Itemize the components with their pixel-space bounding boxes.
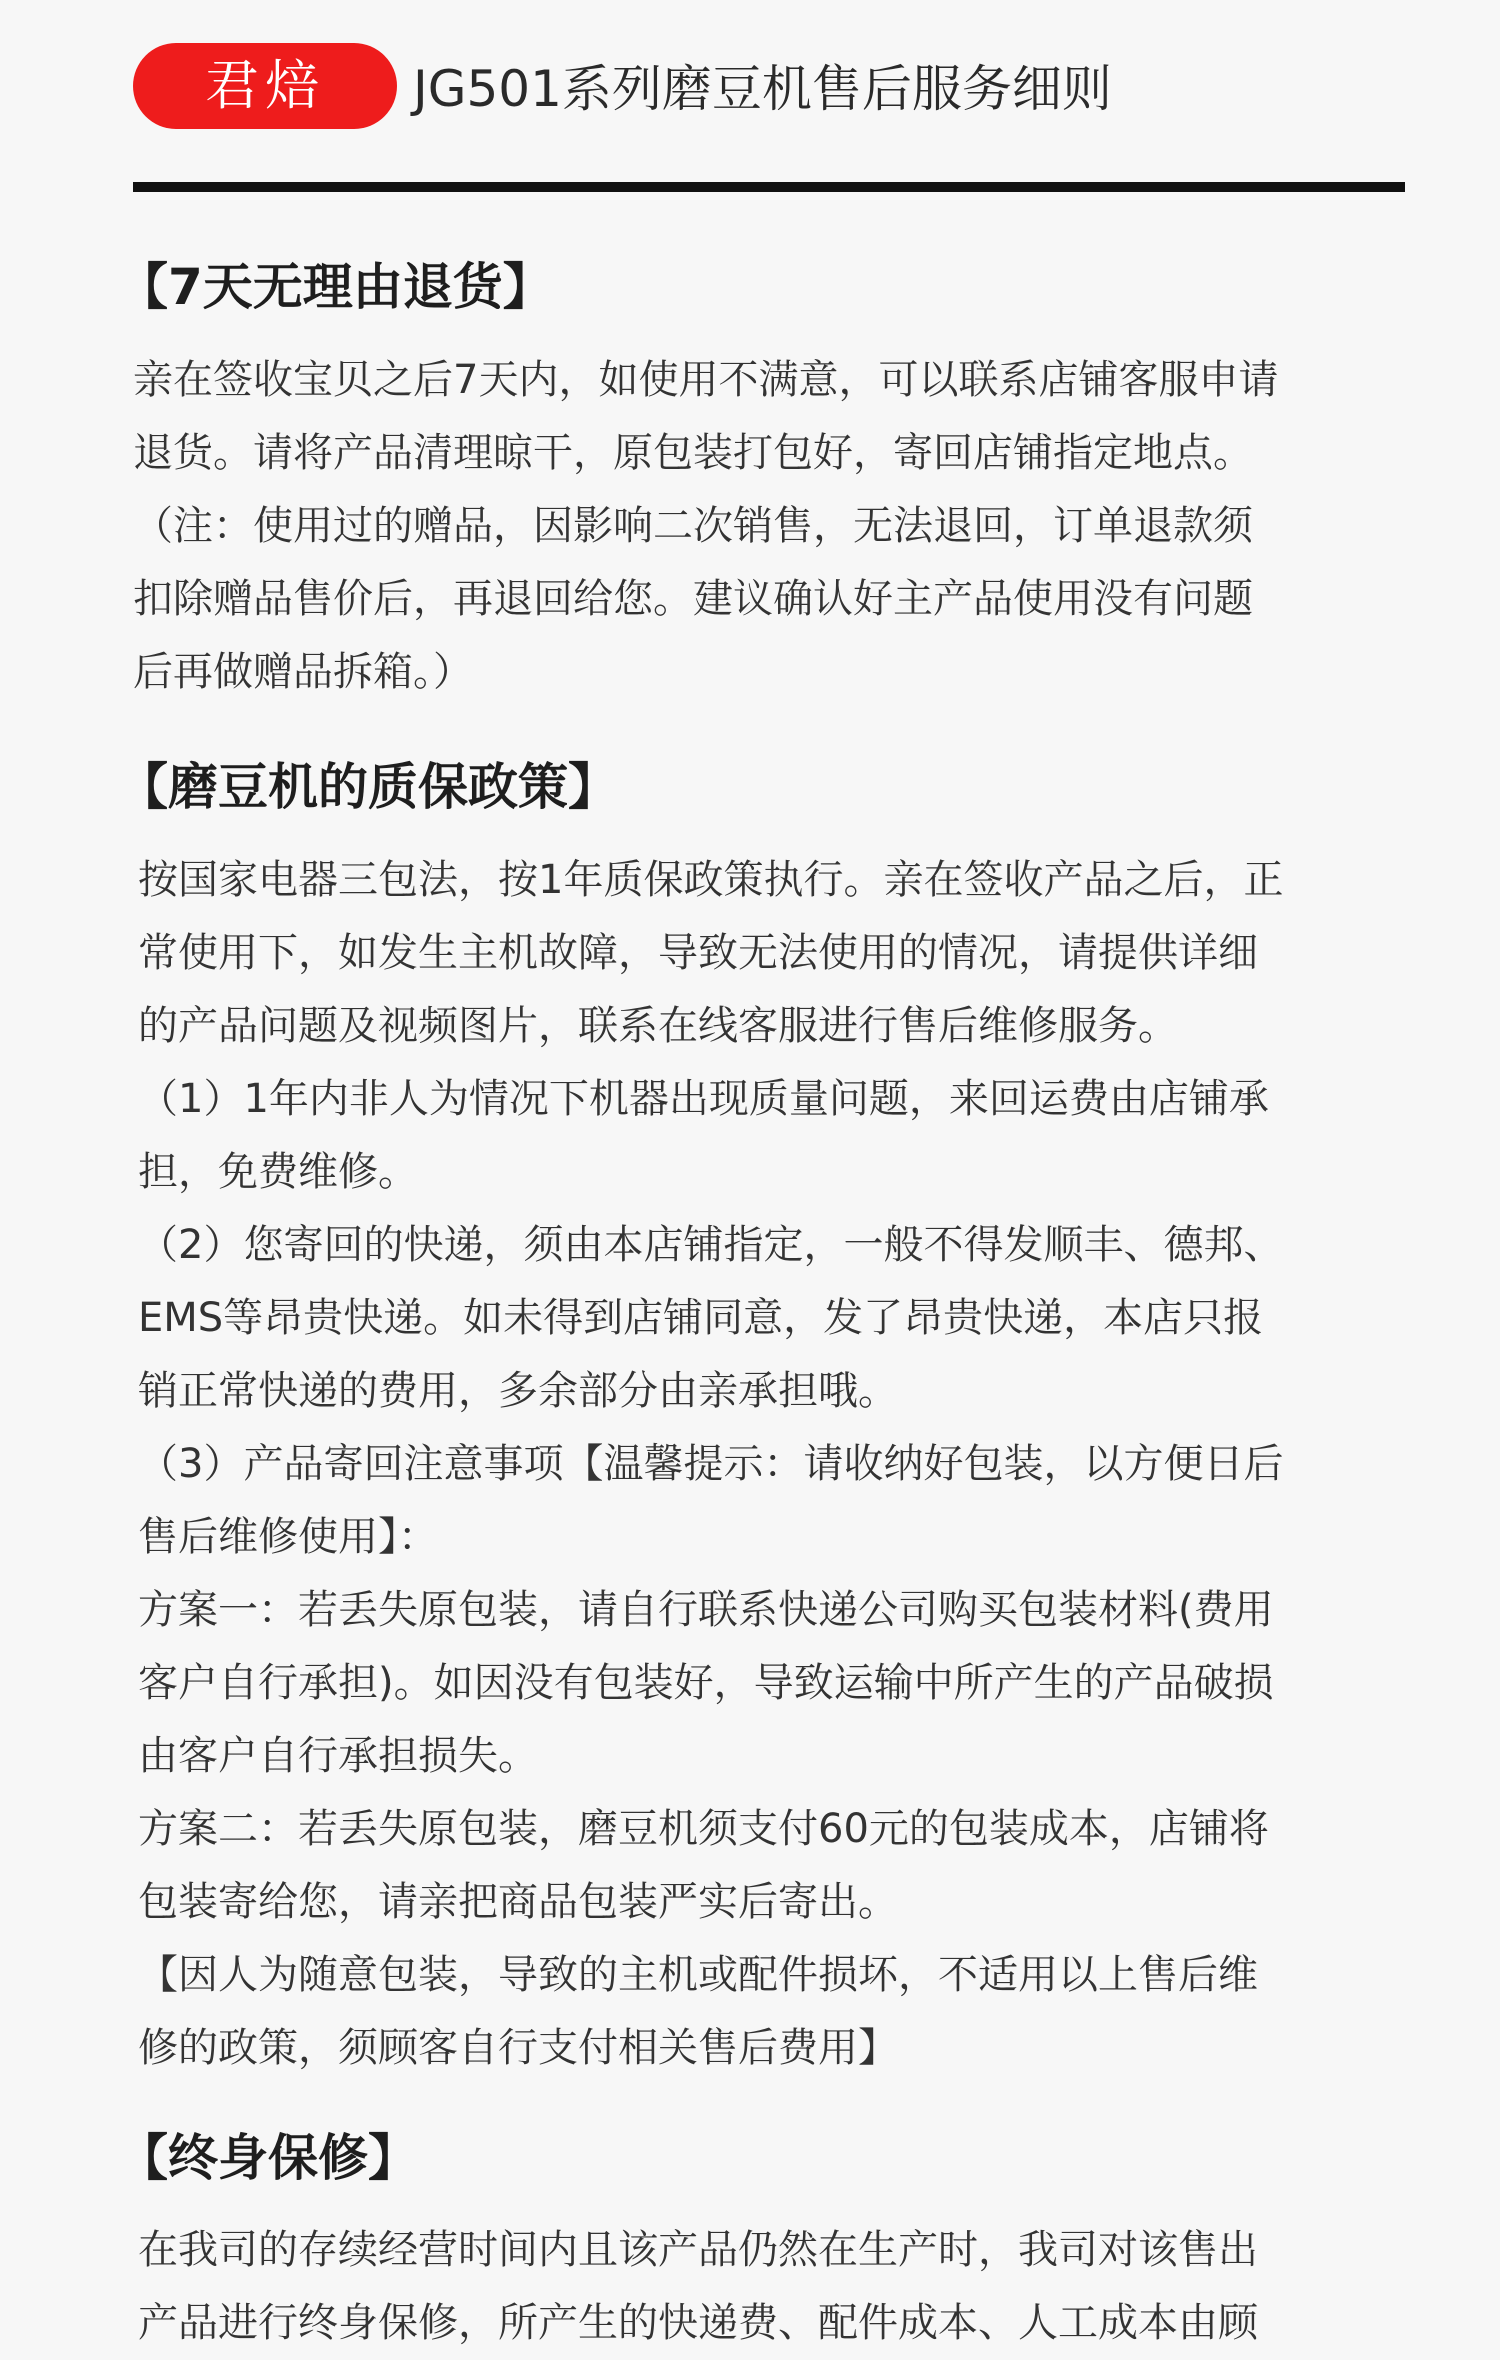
text-line: 亲在签收宝贝之后7天内，如使用不满意，可以联系店铺客服申请 (133, 357, 1279, 403)
page-title: JG501系列磨豆机售后服务细则 (413, 60, 1112, 118)
text-line: 方案二：若丢失原包装，磨豆机须支付60元的包装成本，店铺将 (138, 1806, 1269, 1852)
text-line: 售后维修使用】： (138, 1514, 438, 1560)
text-line: 销正常快递的费用，多余部分由亲承担哦。 (138, 1368, 898, 1414)
text-line: （注：使用过的赠品，因影响二次销售，无法退回，订单退款须 (133, 503, 1253, 549)
header-divider (133, 182, 1405, 192)
text-line: （3）产品寄回注意事项【温馨提示：请收纳好包装，以方便日后 (138, 1441, 1284, 1487)
text-line: 客户自行承担)。如因没有包装好，导致运输中所产生的产品破损 (138, 1660, 1274, 1706)
text-line: 在我司的存续经营时间内且该产品仍然在生产时，我司对该售出 (138, 2227, 1258, 2273)
text-line: 担，免费维修。 (138, 1149, 418, 1195)
text-line: 由客户自行承担损失。 (138, 1733, 538, 1779)
text-line: 产品进行终身保修，所产生的快递费、配件成本、人工成本由顾 (138, 2300, 1258, 2346)
text-line: 后再做赠品拆箱。） (133, 649, 473, 695)
header (0, 0, 1500, 190)
section-body-return-policy (133, 344, 1373, 709)
brand-logo (133, 43, 397, 129)
text-line: EMS等昂贵快递。如未得到店铺同意，发了昂贵快递，本店只报 (138, 1295, 1264, 1341)
text-line: 退货。请将产品清理晾干，原包装打包好，寄回店铺指定地点。 (133, 430, 1253, 476)
text-line: 包装寄给您，请亲把商品包装严实后寄出。 (138, 1879, 898, 1925)
section-body-warranty-policy (138, 844, 1378, 2085)
text-line: 方案一：若丢失原包装，请自行联系快递公司购买包装材料(费用 (138, 1587, 1274, 1633)
text-line: （1）1年内非人为情况下机器出现质量问题，来回运费由店铺承 (138, 1076, 1269, 1122)
section-heading-warranty-policy: 【磨豆机的质保政策】 (118, 758, 618, 816)
text-line: 【因人为随意包装，导致的主机或配件损坏，不适用以上售后维 (138, 1952, 1258, 1998)
section-heading-return-policy: 【7天无理由退货】 (118, 258, 553, 316)
text-line: 按国家电器三包法，按1年质保政策执行。亲在签收产品之后，正 (138, 857, 1284, 903)
text-line: 修的政策，须顾客自行支付相关售后费用】 (138, 2025, 898, 2071)
section-heading-lifetime-warranty: 【终身保修】 (118, 2129, 418, 2187)
text-line: 的产品问题及视频图片，联系在线客服进行售后维修服务。 (138, 1003, 1178, 1049)
text-line: （2）您寄回的快递，须由本店铺指定，一般不得发顺丰、德邦、 (138, 1222, 1284, 1268)
brand-logo-text: 君焙 (205, 54, 325, 117)
text-line: 扣除赠品售价后，再退回给您。建议确认好主产品使用没有问题 (133, 576, 1253, 622)
text-line: 常使用下，如发生主机故障，导致无法使用的情况，请提供详细 (138, 930, 1258, 976)
section-body-lifetime-warranty (138, 2214, 1378, 2360)
